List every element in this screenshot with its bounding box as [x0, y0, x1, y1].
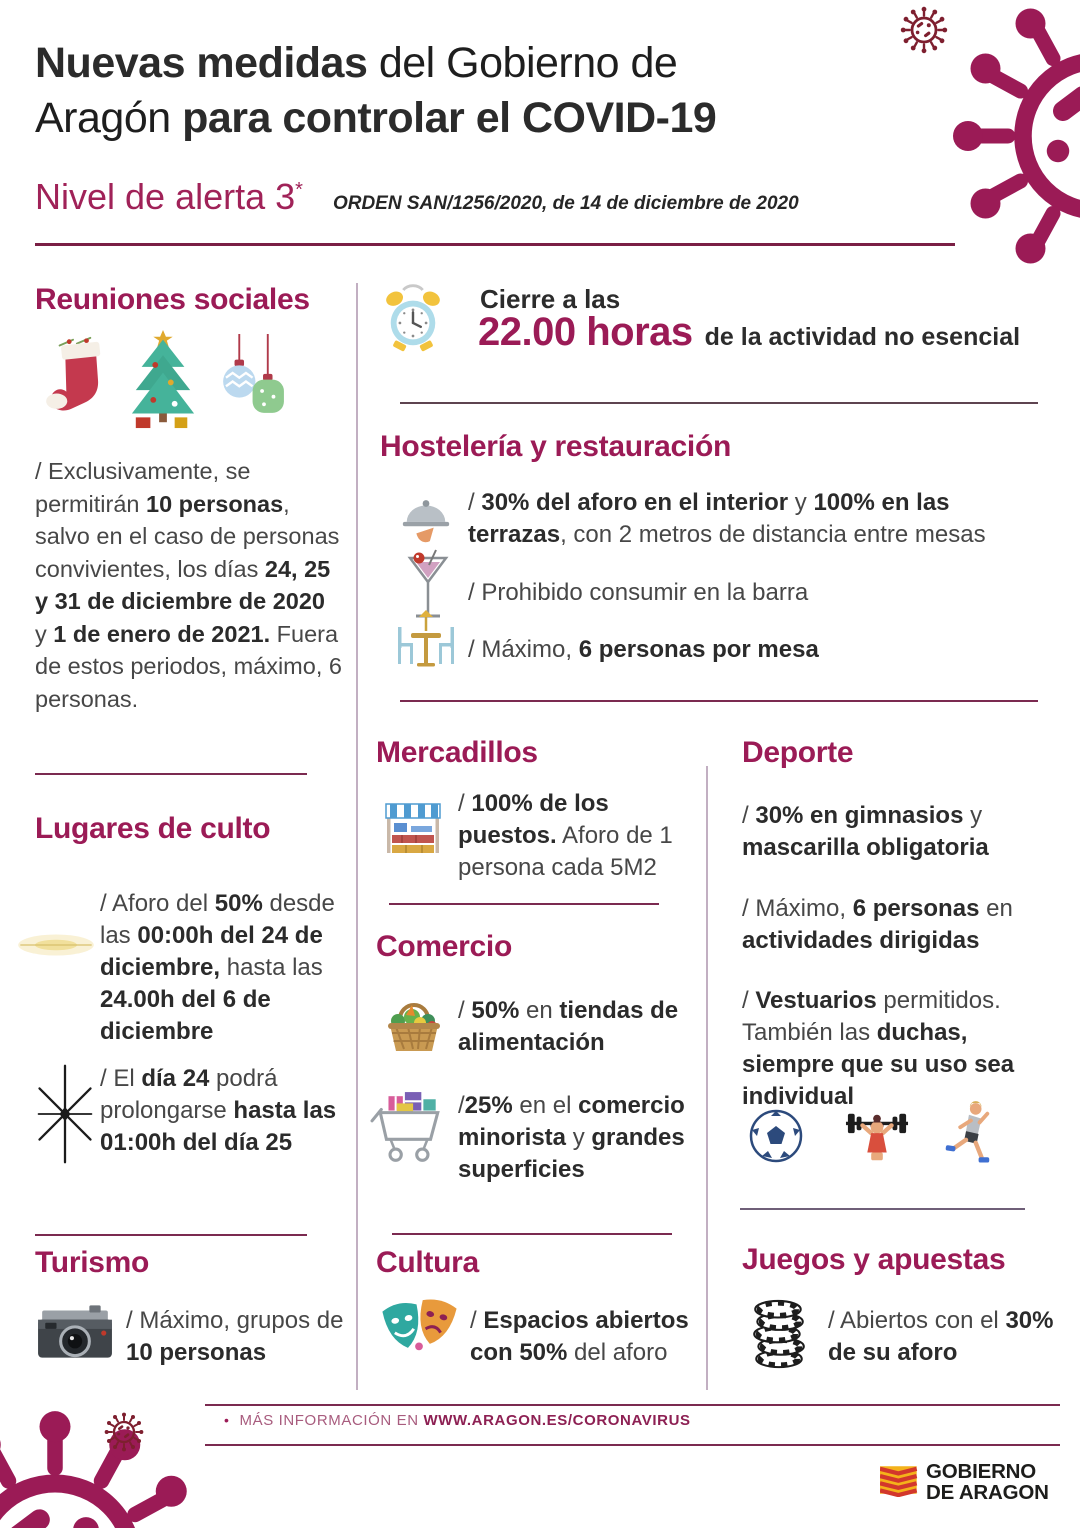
- virus-icon-small-top-right: [900, 6, 948, 54]
- deporte-item-2: / Máximo, 6 personas en actividades dirigidas: [742, 895, 1013, 954]
- turismo-item-1: / Máximo, grupos de 10 personas: [126, 1307, 344, 1366]
- running-icon: [938, 1100, 996, 1170]
- section-heading-turismo: Turismo: [35, 1246, 150, 1279]
- government-logo-text: GOBIERNO DE ARAGON: [926, 1460, 1049, 1504]
- candle-glow-icon: [14, 922, 98, 968]
- divider: [389, 903, 659, 905]
- christmas-stocking-icon: [40, 334, 108, 430]
- divider: [392, 1233, 672, 1235]
- footer-divider-top: [205, 1404, 1060, 1406]
- hosteleria-item-1: / 30% del aforo en el interior y 100% en las terrazas, con 2 metros de distancia entre mesas: [468, 489, 986, 548]
- divider: [35, 773, 307, 775]
- closure-intro: Cierre a las: [480, 284, 621, 314]
- comercio-item-1: / 50% en tiendas de alimentación: [458, 997, 679, 1056]
- order-reference: ORDEN SAN/1256/2020, de 14 de diciembre de 2020: [332, 193, 799, 214]
- hosteleria-item-3: / Máximo, 6 personas por mesa: [468, 636, 819, 663]
- footer-info-prefix: MÁS INFORMACIÓN EN: [239, 1412, 424, 1429]
- section-heading-reuniones: Reuniones sociales: [35, 283, 310, 316]
- comercio-item-2: /25% en el comercio minorista y grandes superficies: [458, 1092, 685, 1183]
- virus-icon-small-bottom-left: [104, 1412, 144, 1452]
- juegos-item-1: / Abiertos con el 30% de su aforo: [828, 1307, 1054, 1366]
- christmas-tree-icon: [124, 328, 202, 430]
- divider: [400, 700, 1038, 702]
- star-icon: [24, 1058, 106, 1170]
- shopping-cart-icon: [370, 1090, 448, 1166]
- section-heading-cultura: Cultura: [376, 1246, 479, 1279]
- poker-chips-icon: [748, 1296, 810, 1370]
- deporte-item-1: / 30% en gimnasios y mascarilla obligatoria: [742, 802, 989, 861]
- section-heading-juegos: Juegos y apuestas: [742, 1243, 1006, 1276]
- theater-masks-icon: [378, 1296, 460, 1358]
- closure-time: 22.00 horas: [478, 310, 693, 354]
- section-heading-comercio: Comercio: [376, 930, 512, 963]
- bullet-icon: •: [224, 1412, 230, 1428]
- section-heading-mercadillos: Mercadillos: [376, 736, 538, 769]
- section-heading-hosteleria: Hostelería y restauración: [380, 430, 731, 463]
- culto-item-1: / Aforo del 50% desde las 00:00h del 24 de diciembre, hasta las 24.00h del 6 de diciembre: [100, 890, 335, 1045]
- weightlifting-icon: [840, 1106, 914, 1170]
- section-heading-deporte: Deporte: [742, 736, 854, 769]
- cultura-item-1: / Espacios abiertos con 50% del aforo: [470, 1307, 689, 1366]
- column-divider-right: [706, 766, 708, 1390]
- closure-detail: de la actividad no esencial: [704, 323, 1021, 351]
- camera-icon: [36, 1302, 114, 1362]
- section-heading-culto: Lugares de culto: [35, 812, 271, 845]
- alarm-clock-icon: [382, 282, 444, 360]
- footer-divider-bottom: [205, 1444, 1060, 1446]
- food-basket-icon: [382, 993, 446, 1057]
- culto-item-2: / El día 24 podrá prolongarse hasta las 01:00h del día 25: [100, 1065, 337, 1156]
- soccer-ball-icon: [748, 1108, 804, 1164]
- reuniones-body: / Exclusivamente, se permitirán 10 personas, salvo en el caso de personas convivientes, los días 24, 25 y 31 de diciembre de 2020 y 1 de enero de 2021. Fuera de estos periodos, máximo, 6 personas.: [35, 458, 342, 712]
- column-divider-left: [356, 283, 358, 1390]
- deporte-item-3: / Vestuarios permitidos. También las duchas, siempre que su uso sea individual: [742, 987, 1015, 1110]
- divider: [35, 1234, 307, 1236]
- market-stall-icon: [384, 798, 442, 856]
- header-divider: [35, 243, 955, 246]
- footer-info: [224, 1412, 691, 1429]
- alert-level: Nivel de alerta 3*: [35, 176, 303, 217]
- hosteleria-item-2: / Prohibido consumir en la barra: [468, 579, 809, 606]
- footer-url-link[interactable]: WWW.ARAGON.ES/CORONAVIRUS: [423, 1412, 691, 1429]
- divider: [400, 402, 1038, 404]
- mercadillos-item-1: / 100% de los puestos. Aforo de 1 persona cada 5M2: [458, 790, 673, 881]
- ornaments-icon: [218, 334, 290, 429]
- page-title: Nuevas medidas del Gobierno de Aragón para controlar el COVID-19: [35, 39, 717, 142]
- table-chairs-icon: [391, 608, 461, 674]
- virus-icon-large-top-right: [948, 0, 1080, 286]
- serving-tray-icon: [399, 490, 453, 546]
- aragon-flag-logo: [880, 1463, 918, 1497]
- divider: [740, 1208, 1025, 1210]
